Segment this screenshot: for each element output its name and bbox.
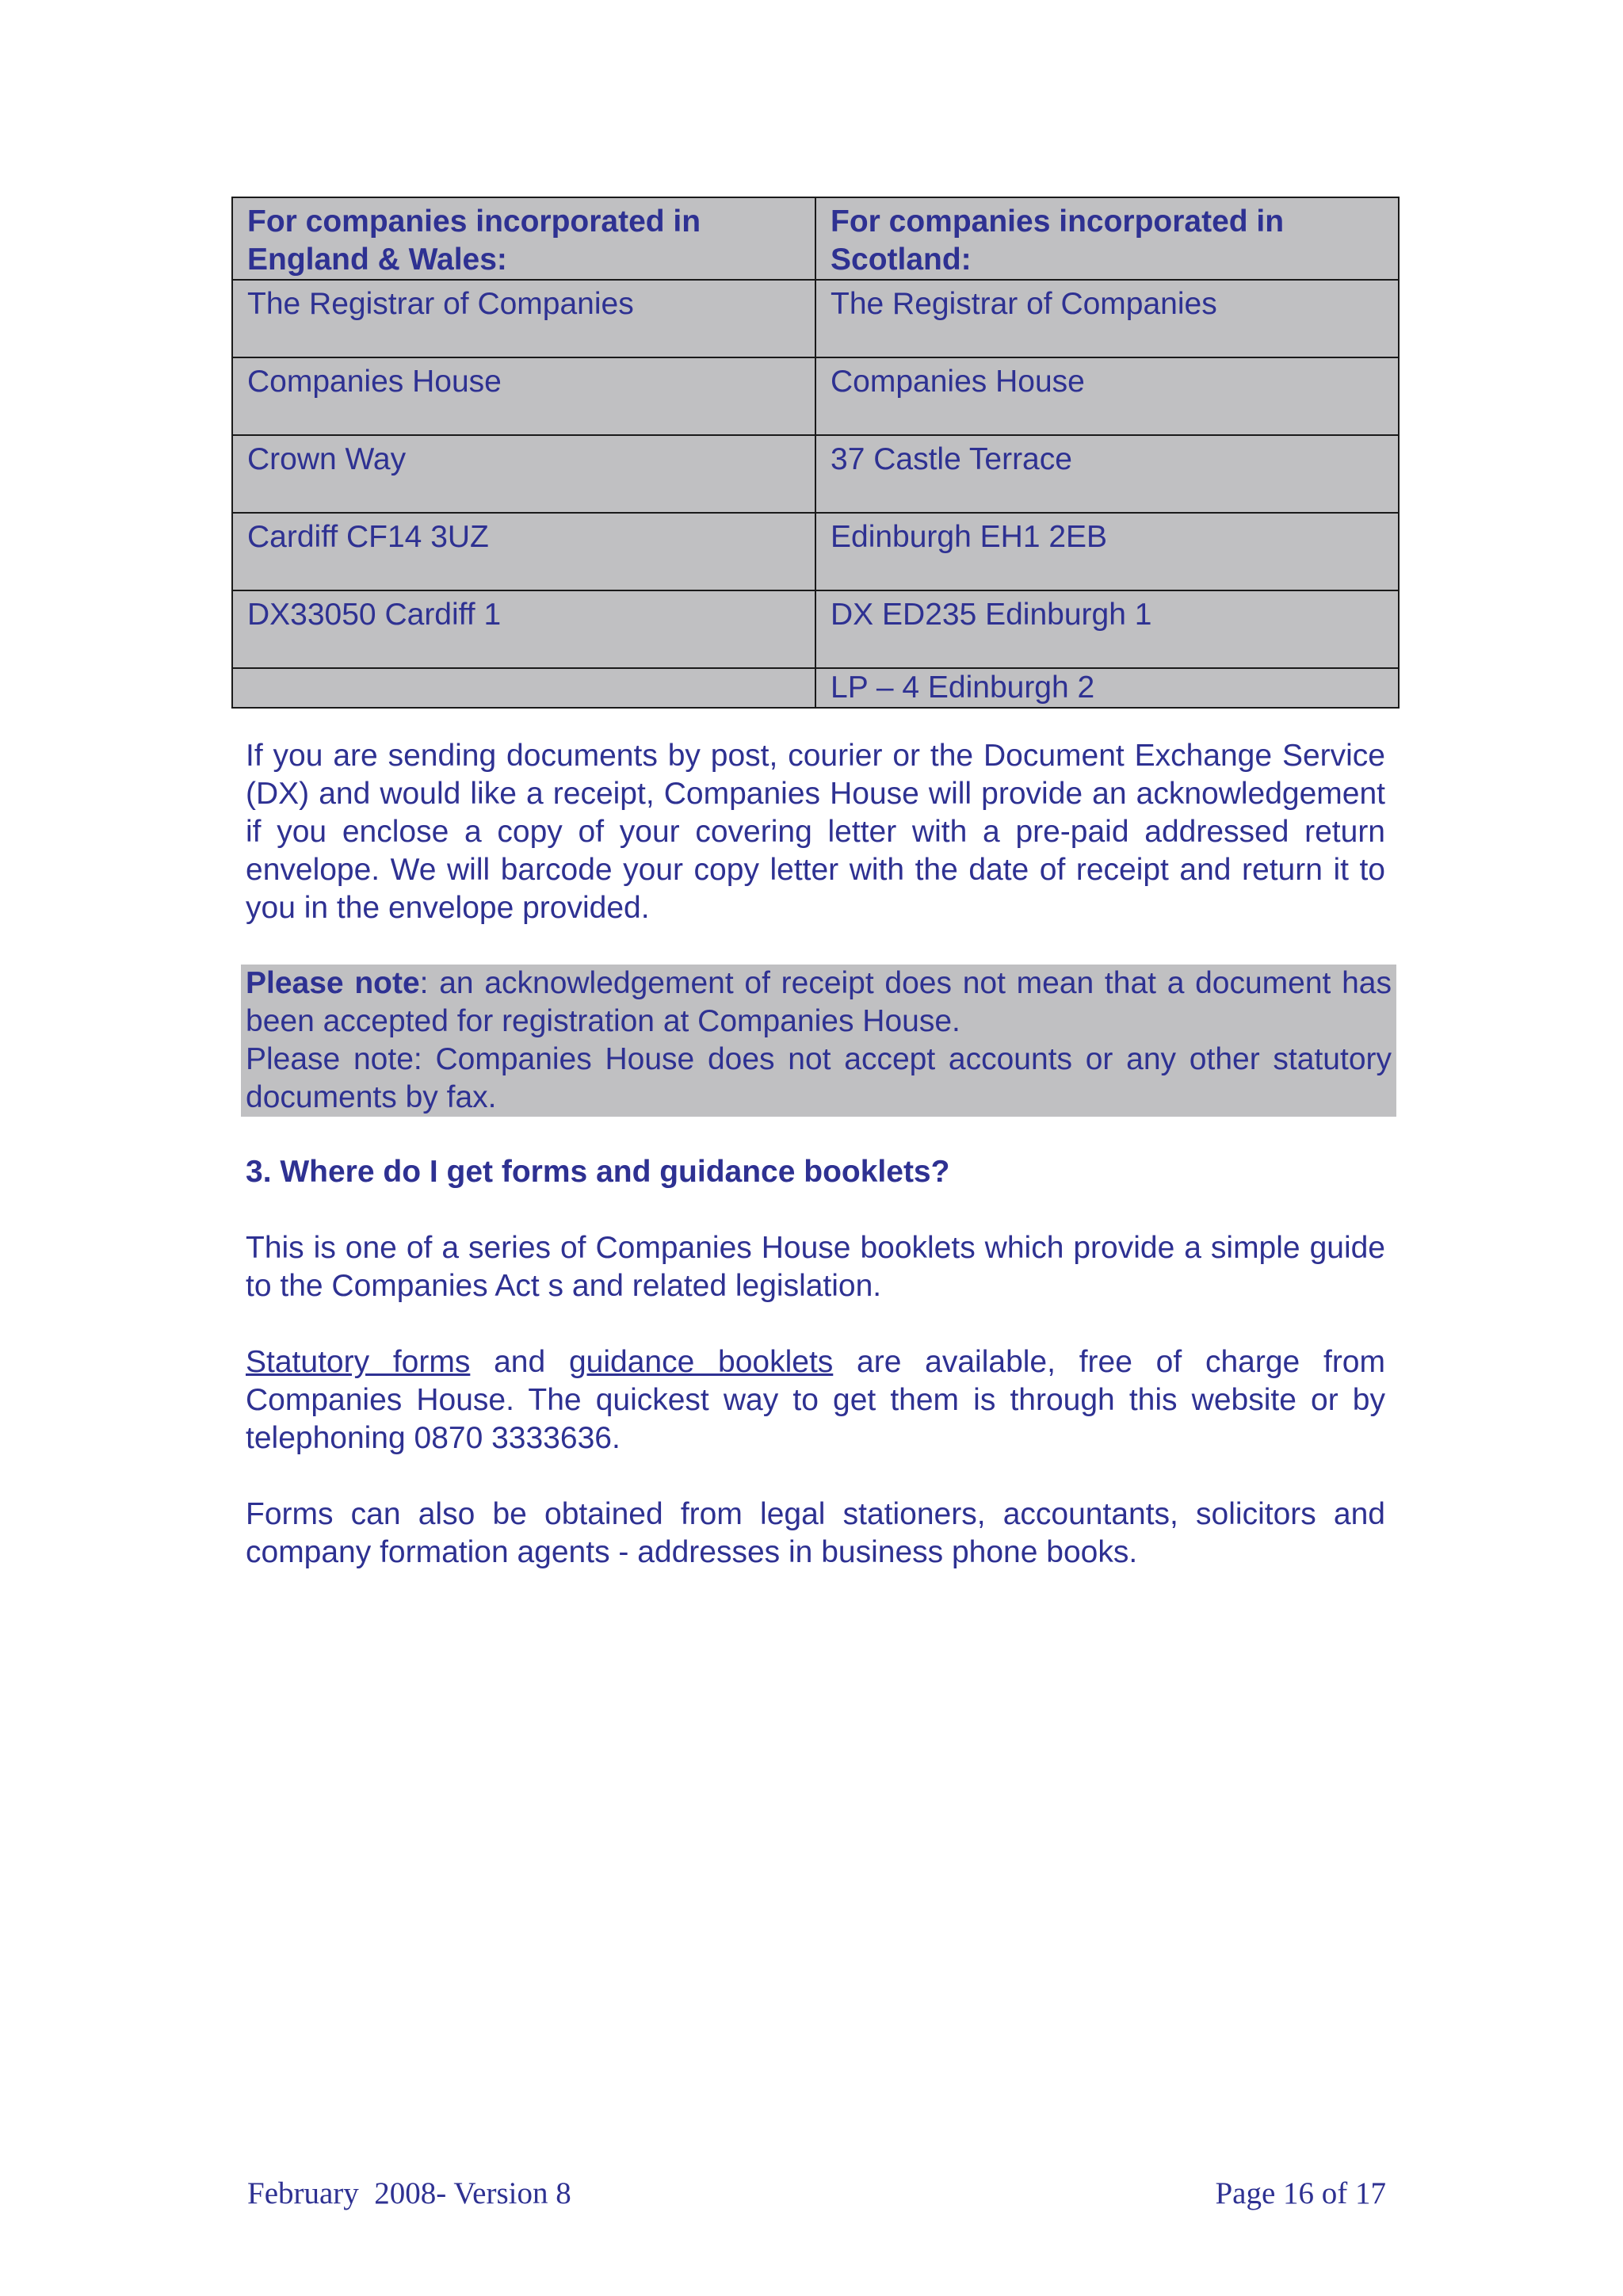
- note-line-1: [246, 965, 1392, 1041]
- table-cell: DX ED235 Edinburgh 1: [815, 590, 1399, 668]
- statutory-forms-link[interactable]: Statutory forms: [246, 1345, 471, 1379]
- forms-and-text: and: [470, 1345, 569, 1379]
- footer-date-version: February 2008- Version 8: [247, 2176, 571, 2210]
- table-cell: LP – 4 Edinburgh 2: [815, 668, 1399, 708]
- table-row: [232, 668, 1399, 708]
- table-cell: 37 Castle Terrace: [815, 435, 1399, 513]
- registrar-address-table: [231, 197, 1400, 709]
- table-cell: Companies House: [232, 357, 815, 435]
- footer-page-number: Page 16 of 17: [1215, 2176, 1386, 2210]
- table-header-row: [232, 197, 1399, 280]
- table-cell: DX33050 Cardiff 1: [232, 590, 815, 668]
- table-row: [232, 280, 1399, 357]
- forms-rest-text: are available, free of charge from Companies House. The quickest way to get them is through this website or by telephoning 0870 3333636.: [246, 1345, 1385, 1455]
- forms-paragraph: [246, 1343, 1385, 1457]
- table-cell: [232, 668, 815, 708]
- section-heading: 3. Where do I get forms and guidance booklets?: [246, 1155, 950, 1189]
- series-paragraph: This is one of a series of Companies House booklets which provide a simple guide to the Companies Act s and related legislation.: [246, 1231, 1385, 1303]
- note-line-2: Please note: Companies House does not accept accounts or any other statutory documents by fax.: [246, 1042, 1392, 1114]
- obtain-paragraph: Forms can also be obtained from legal stationers, accountants, solicitors and company formation agents - addresses in business phone books.: [246, 1497, 1385, 1569]
- table-cell: Cardiff CF14 3UZ: [232, 513, 815, 590]
- guidance-booklets-link[interactable]: guidance booklets: [568, 1345, 834, 1379]
- table-cell: The Registrar of Companies: [815, 280, 1399, 357]
- header-england-wales: For companies incorporated in England & Wales:: [232, 197, 815, 280]
- table-row: [232, 590, 1399, 668]
- table-cell: Edinburgh EH1 2EB: [815, 513, 1399, 590]
- table-cell: Crown Way: [232, 435, 815, 513]
- please-note-box: [241, 965, 1396, 1117]
- receipt-paragraph: If you are sending documents by post, courier or the Document Exchange Service (DX) and would like a receipt, Companies House will provide an acknowledgement if you enclose a copy of your covering letter with a pre-paid addressed return envelope. We will barcode your copy letter with the date of receipt and return it to you in the envelope provided.: [246, 739, 1385, 925]
- note-label: Please note: [246, 966, 420, 1000]
- table-row: [232, 357, 1399, 435]
- header-scotland: For companies incorporated in Scotland:: [815, 197, 1399, 280]
- table-row: [232, 435, 1399, 513]
- table-cell: Companies House: [815, 357, 1399, 435]
- note-text-1: : an acknowledgement of receipt does not mean that a document has been accepted for registration at Companies House.: [246, 966, 1392, 1038]
- table-row: [232, 513, 1399, 590]
- table-cell: The Registrar of Companies: [232, 280, 815, 357]
